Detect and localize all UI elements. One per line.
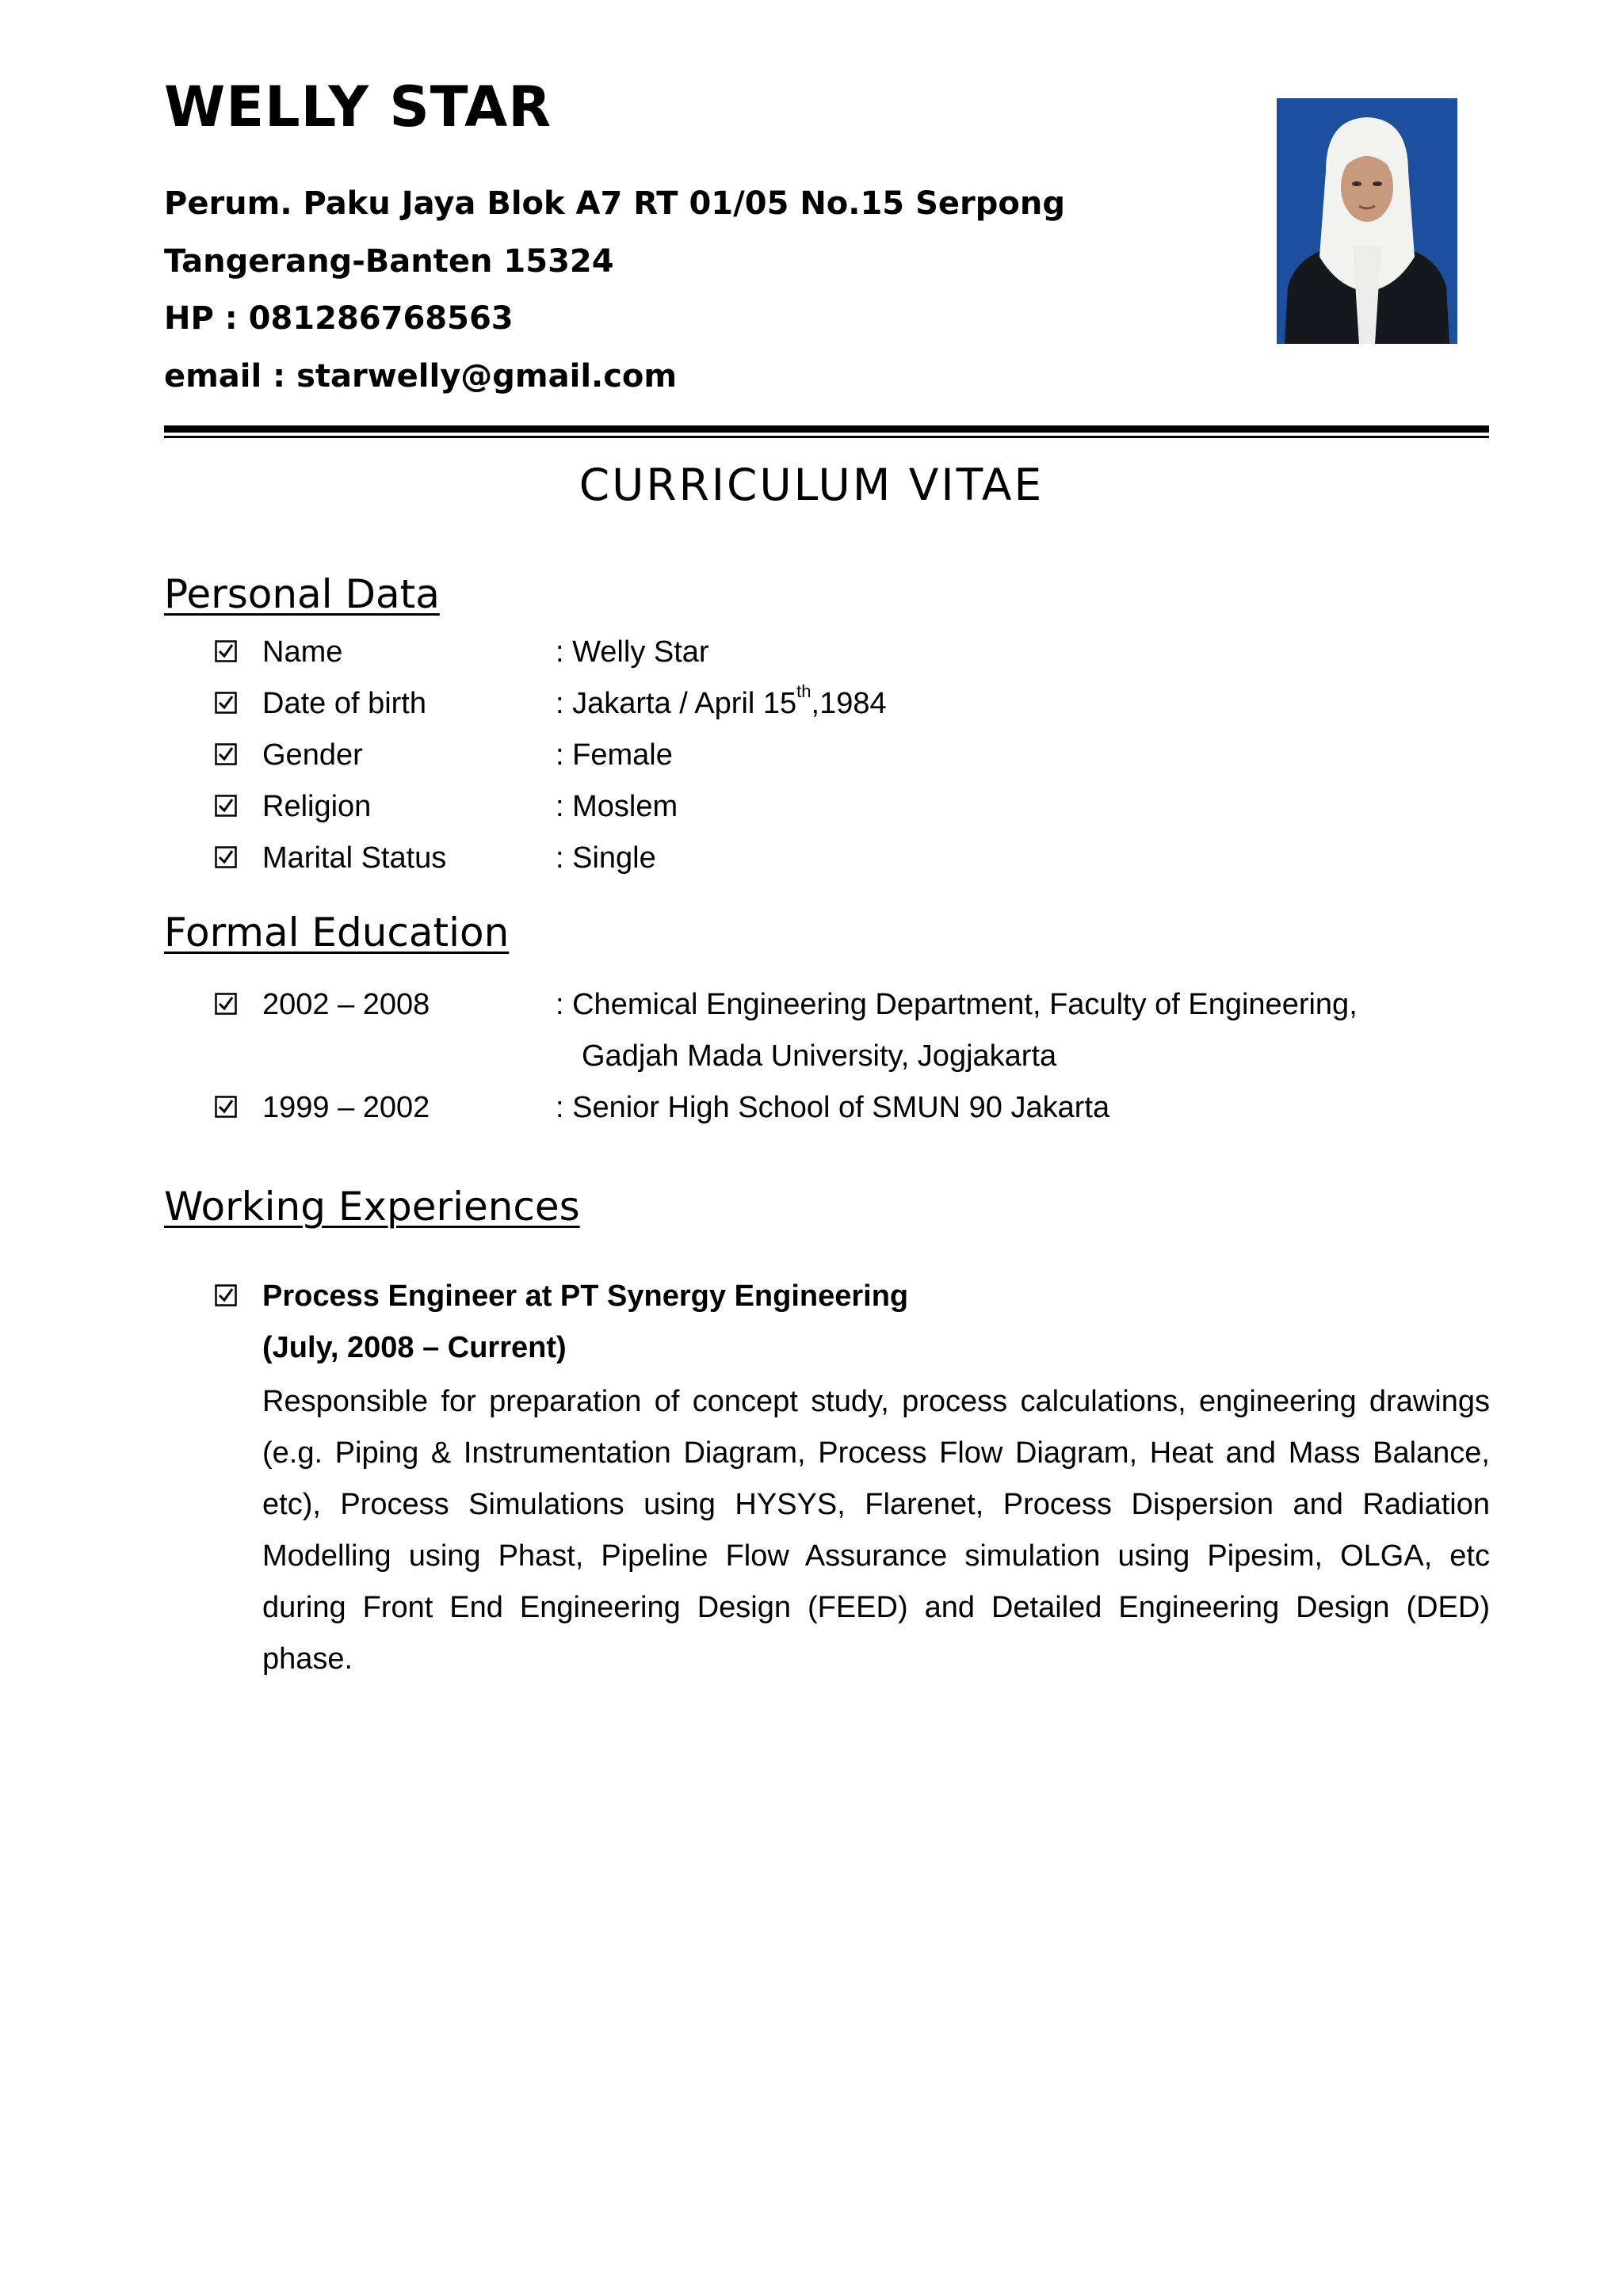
checked-box-icon	[215, 1096, 237, 1118]
field-label: Marital Status	[262, 841, 447, 875]
experience-position: Process Engineer at PT Synergy Engineering	[262, 1280, 909, 1313]
field-value	[556, 681, 887, 723]
education-period: 1999 – 2002	[262, 1091, 430, 1124]
field-value: : Female	[556, 738, 673, 772]
education-item	[215, 985, 1491, 1024]
field-label: Date of birth	[262, 687, 426, 720]
field-value: : Moslem	[556, 790, 678, 823]
personal-row-name	[215, 632, 1491, 672]
personal-row-date-of-birth	[215, 681, 1491, 723]
address-line-2: Tangerang-Banten 15324	[164, 243, 614, 280]
checked-box-icon	[215, 795, 237, 817]
dob-ordinal-suffix: th	[796, 681, 812, 701]
experience-period: (July, 2008 – Current)	[262, 1331, 567, 1364]
field-value: : Welly Star	[556, 635, 709, 669]
header-divider-thin	[164, 436, 1489, 438]
address-line-1: Perum. Paku Jaya Blok A7 RT 01/05 No.15 Serpong	[164, 185, 1065, 222]
experience-item	[215, 1276, 1491, 1316]
education-item	[215, 1088, 1491, 1127]
portrait-photo	[1277, 98, 1457, 344]
document-title: CURRICULUM VITAE	[579, 460, 1044, 510]
field-label: Religion	[262, 790, 372, 823]
checked-box-icon	[215, 640, 237, 662]
experience-description: Responsible for preparation of concept study, process calculations, engineering drawings (e.g. Piping & Instrumentation Diagram, Process Flow Diagram, Heat and Mass Balance, etc), Process Simulations using HYSYS, Flarenet, Process Dispersion and Radiation Modelling using Phast, Pipeline Flow Assurance simulation using Pipesim, OLGA, etc during Front End Engineering Design (FEED) and Detailed Engineering Design (DED) phase.	[262, 1385, 1490, 1676]
education-institution-line-2: Gadjah Mada University, Jogjakarta	[582, 1039, 1057, 1073]
education-period: 2002 – 2008	[262, 988, 430, 1021]
personal-row-marital-status	[215, 838, 1491, 878]
section-heading-working-experiences: Working Experiences	[164, 1184, 580, 1230]
personal-row-religion	[215, 787, 1491, 826]
field-label: Gender	[262, 738, 363, 772]
field-label: Name	[262, 635, 343, 669]
header-divider-thick	[164, 425, 1489, 433]
personal-row-gender	[215, 735, 1491, 775]
phone-number: HP : 081286768563	[164, 300, 514, 337]
checked-box-icon	[215, 993, 237, 1015]
dob-value-main: : Jakarta / April 15	[556, 687, 797, 720]
applicant-name: WELLY STAR	[164, 74, 552, 139]
dob-value-year: ,1984	[811, 687, 887, 720]
checked-box-icon	[215, 846, 237, 868]
education-item-continuation	[215, 1036, 1491, 1076]
email-address: email : starwelly@gmail.com	[164, 358, 678, 395]
section-heading-formal-education: Formal Education	[164, 910, 510, 955]
checked-box-icon	[215, 692, 237, 714]
field-value: : Single	[556, 841, 656, 875]
education-institution: : Chemical Engineering Department, Faculty of Engineering,	[556, 988, 1358, 1021]
checked-box-icon	[215, 743, 237, 765]
education-institution: : Senior High School of SMUN 90 Jakarta	[556, 1091, 1110, 1124]
section-heading-personal-data: Personal Data	[164, 571, 440, 617]
checked-box-icon	[215, 1284, 237, 1306]
